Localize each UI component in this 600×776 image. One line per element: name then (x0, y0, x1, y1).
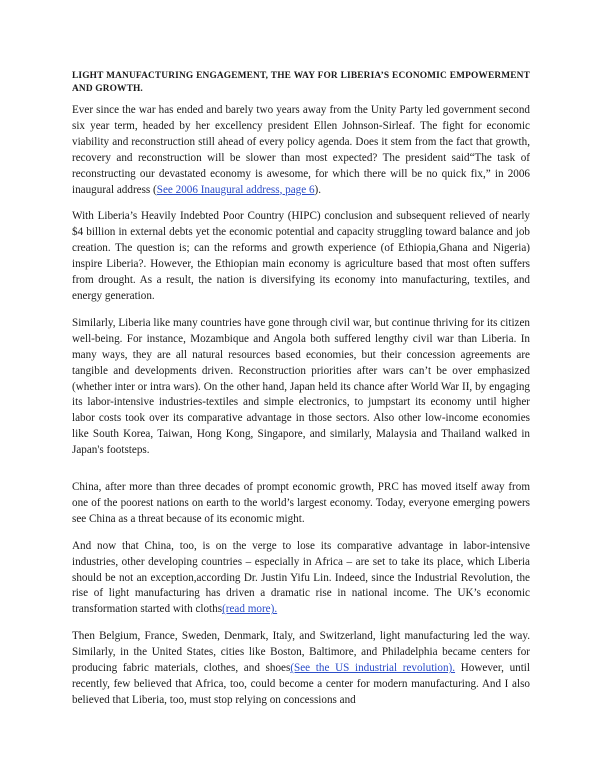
document-page (72, 70, 530, 720)
paragraph-6: Then Belgium, France, Sweden, Denmark, Italy, and Switzerland, light manufacturing led the way. Similarly, in the United States, cities like Boston, Baltimore, and Philadelphia became centers for producing fabric materials, clothes, and shoes(See the US industrial revolution). However, until recently, few believed that Africa, too, could become a center for modern manufacturing. And I also believed that Liberia, too, must stop relying on concessions and (72, 630, 530, 706)
read-more-link[interactable]: (read more). (222, 603, 278, 616)
document-title: LIGHT MANUFACTURING ENGAGEMENT, THE WAY FOR LIBERIA’S ECONOMIC EMPOWERMENT AND GROWTH. (72, 71, 530, 94)
paragraph-1: Ever since the war has ended and barely two years away from the Unity Party led government second six year term, headed by her excellency president Ellen Johnson-Sirleaf. The fight for economic viability and reconstruction still ahead of every policy agenda. Does it stem from the fact that growth, recovery and reconstruction will be slower than most expected? The president said“The task of reconstructing our devastated economy is awesome, for which there will be no quick fix,” in 2006 inaugural address (See 2006 Inaugural address, page 6). (72, 104, 530, 196)
inaugural-address-link[interactable]: See 2006 Inaugural address, page 6 (156, 183, 315, 196)
paragraph-5: And now that China, too, is on the verge to lose its comparative advantage in labor-intensive industries, other developing countries – especially in Africa – are set to take its place, which Liberia should be not an exception,according Dr. Justin Yifu Lin. Indeed, since the Industrial Revolution, the rise of light manufacturing has driven a dramatic rise in national income. The UK’s economic transformation started with cloths(read more). (72, 539, 530, 616)
paragraph-2: With Liberia’s Heavily Indebted Poor Country (HIPC) conclusion and subsequent relieved of nearly $4 billion in external debts yet the economic potential and capacity struggling toward balance and job creation. The question is; can the reforms and growth experience (of Ethiopia,Ghana and Nigeria) inspire Liberia?. However, the Ethiopian main economy is agriculture based that most often suffers from drought. As a result, the nation is diversifying its economy into manufacturing, textiles, and energy generation. (72, 210, 530, 302)
us-industrial-revolution-link[interactable]: (See the US industrial revolution). (290, 662, 456, 675)
paragraph-3: Similarly, Liberia like many countries have gone through civil war, but continue thriving for its citizen well-being. For instance, Mozambique and Angola both suffered lengthy civil war than Liberia. In many ways, they are all natural resources based economies, but their concession agreements are tangible and developments driven. Reconstruction priorities after wars can’t be over emphasized (whether inter or intra wars). On the other hand, Japan held its chance after World War II, by engaging its labor-intensive industries-textiles and simple electronics, to jumpstart its economy until higher labor costs took over its comparative advantage in those sectors. Also other low-income economies like South Korea, Taiwan, Hong Kong, Singapore, and similarly, Malaysia and Thailand walked in Japan's footsteps. (72, 316, 530, 457)
paragraph-4: China, after more than three decades of prompt economic growth, PRC has moved itself away from one of the poorest nations on earth to the world’s largest economy. Today, everyone emerging powers see China as a threat because of its economic might. (72, 481, 530, 525)
